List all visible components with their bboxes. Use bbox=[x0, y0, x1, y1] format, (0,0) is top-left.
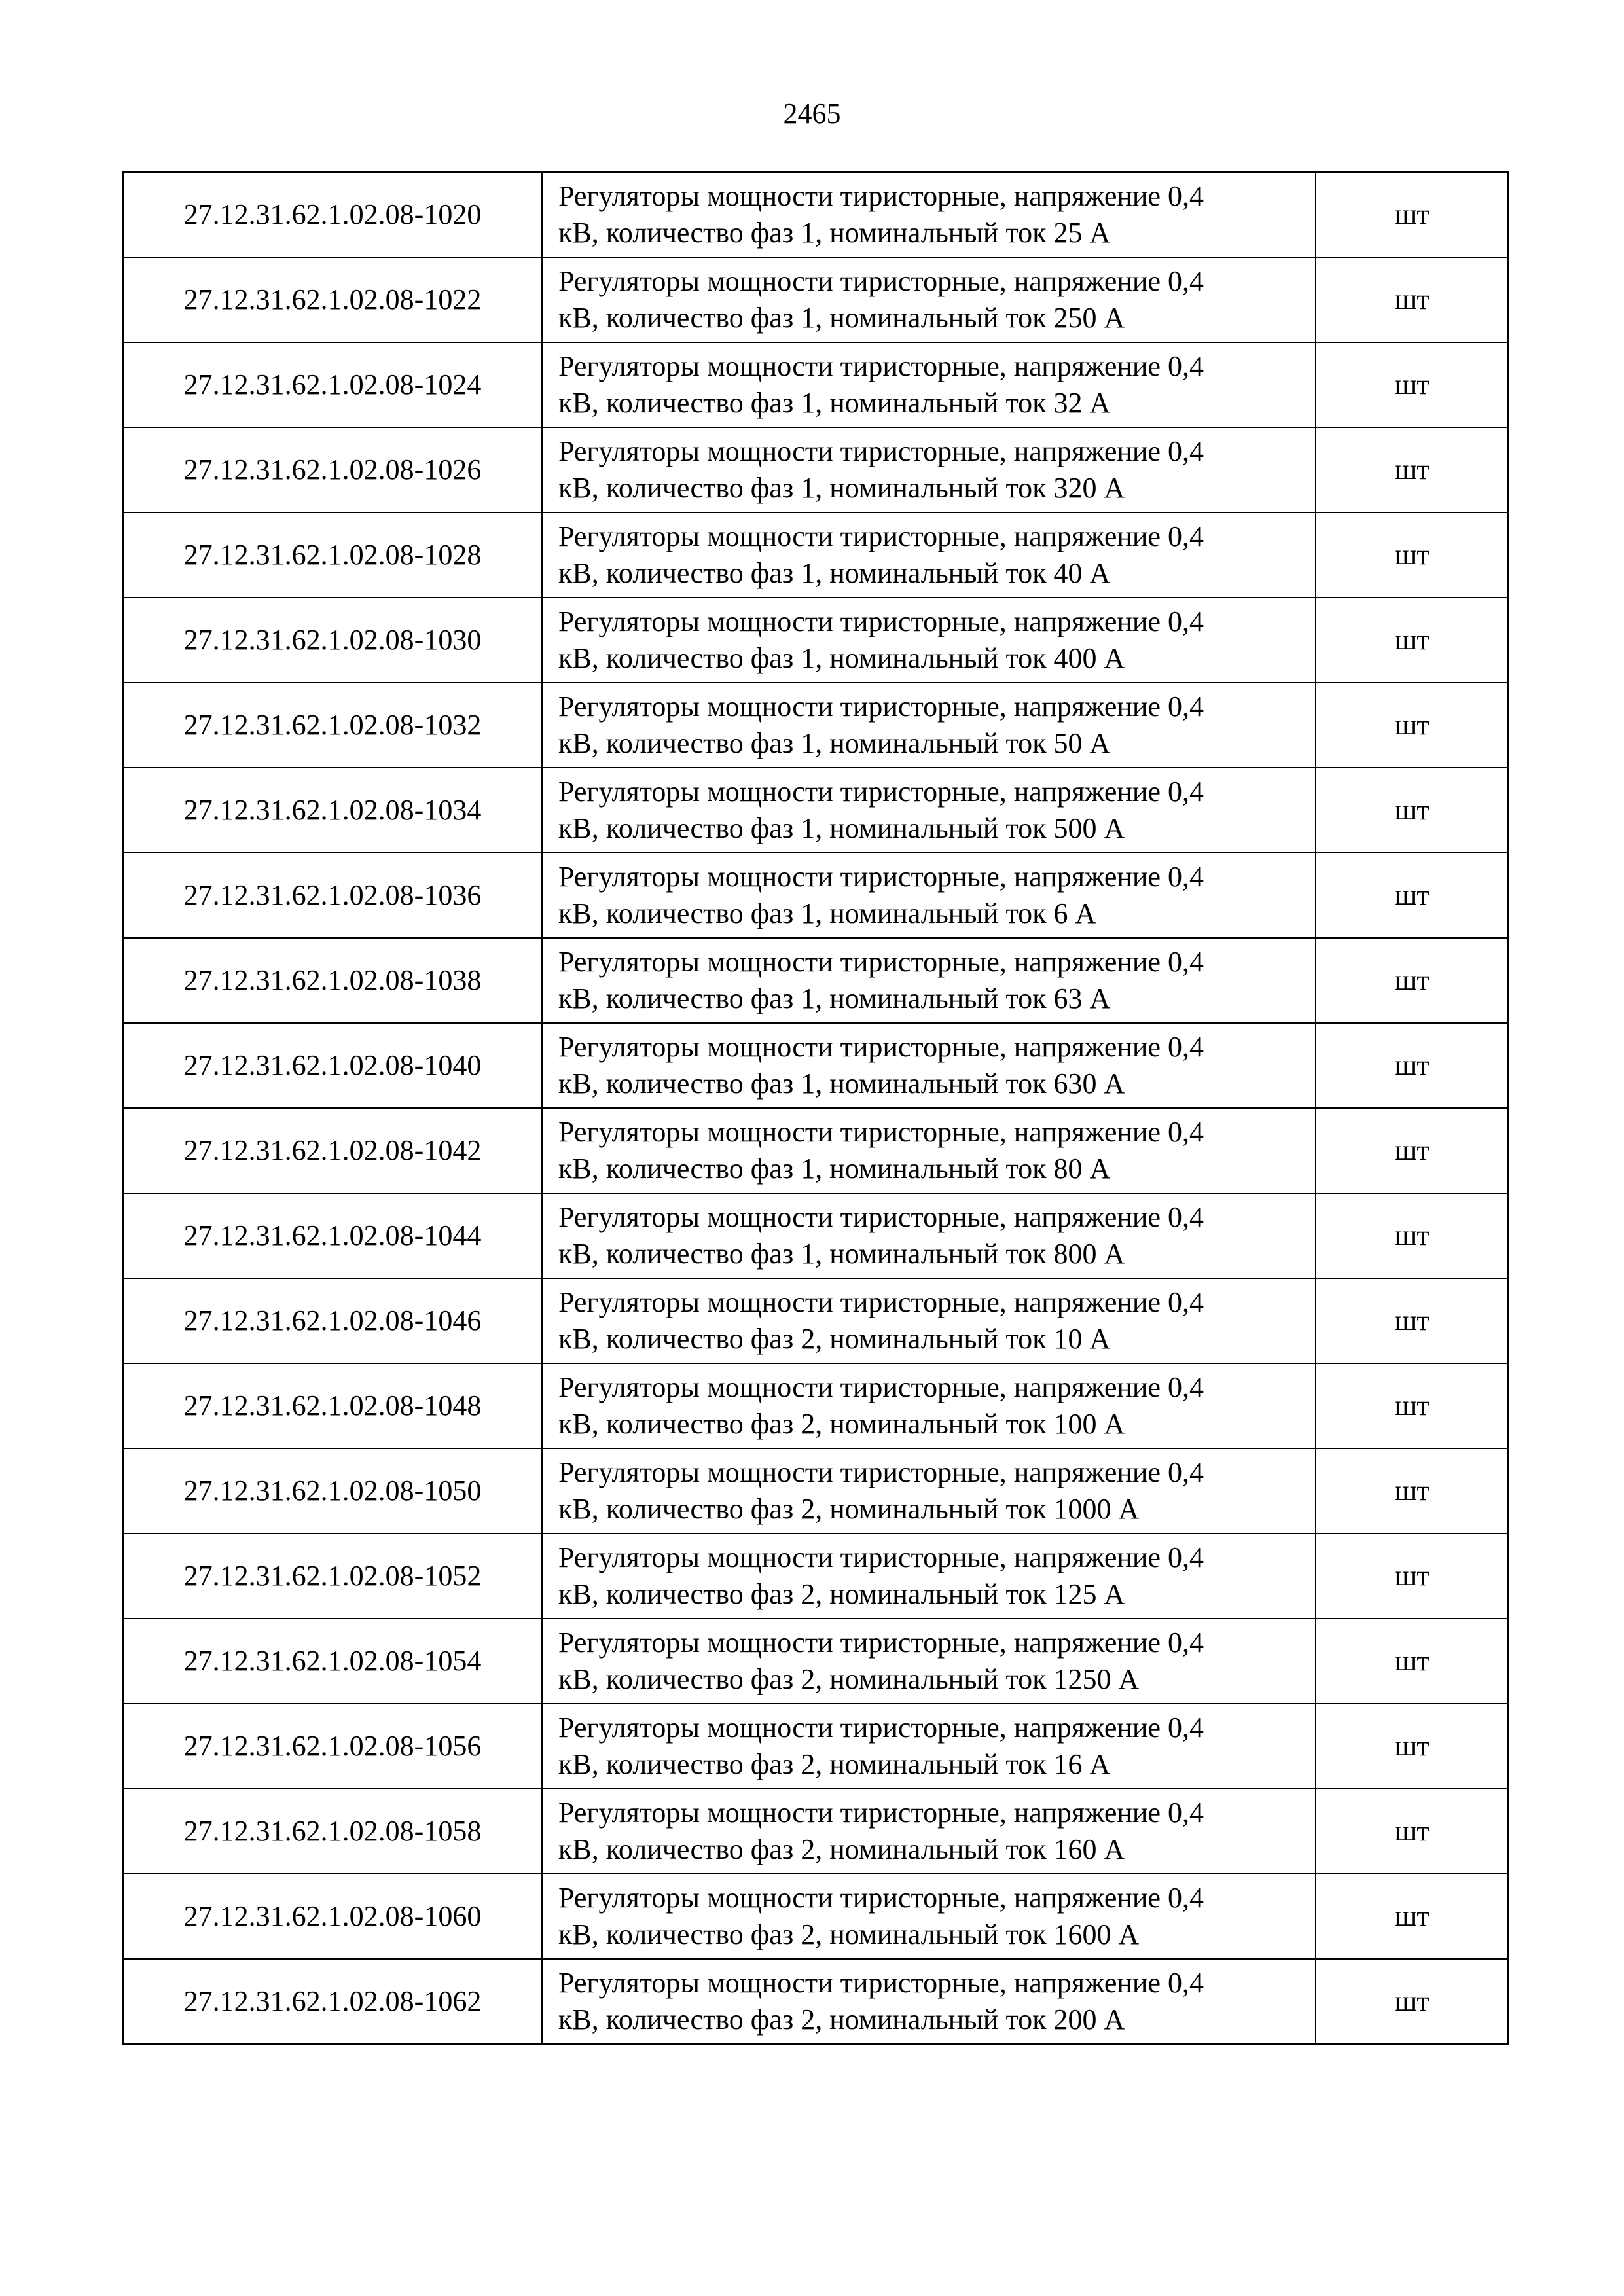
table-row bbox=[123, 512, 1508, 598]
unit-cell: шт bbox=[1316, 1789, 1508, 1874]
unit-cell: шт bbox=[1316, 853, 1508, 938]
description-line-1: Регуляторы мощности тиристорные, напряжение 0,4 bbox=[558, 1882, 1204, 1914]
table-row bbox=[123, 1108, 1508, 1193]
table-row bbox=[123, 1448, 1508, 1534]
resource-code-cell: 27.12.31.62.1.02.08-1036 bbox=[123, 853, 542, 938]
resource-description-cell bbox=[542, 853, 1316, 938]
resource-code-cell: 27.12.31.62.1.02.08-1038 bbox=[123, 938, 542, 1023]
unit-cell: шт bbox=[1316, 1619, 1508, 1704]
table-row bbox=[123, 1789, 1508, 1874]
resource-code-cell: 27.12.31.62.1.02.08-1056 bbox=[123, 1704, 542, 1789]
resource-description-cell bbox=[542, 342, 1316, 427]
unit-cell: шт bbox=[1316, 683, 1508, 768]
unit-cell: шт bbox=[1316, 768, 1508, 853]
resource-code-cell: 27.12.31.62.1.02.08-1048 bbox=[123, 1363, 542, 1448]
page-number: 2465 bbox=[783, 98, 841, 130]
description-line-2: кВ, количество фаз 1, номинальный ток 80 А bbox=[558, 1153, 1111, 1185]
resource-code-cell: 27.12.31.62.1.02.08-1040 bbox=[123, 1023, 542, 1108]
description-line-1: Регуляторы мощности тиристорные, напряжение 0,4 bbox=[558, 1456, 1204, 1488]
resource-code-cell: 27.12.31.62.1.02.08-1030 bbox=[123, 598, 542, 683]
resource-code-cell: 27.12.31.62.1.02.08-1052 bbox=[123, 1534, 542, 1619]
description-line-2: кВ, количество фаз 2, номинальный ток 1250 А bbox=[558, 1663, 1140, 1695]
unit-cell: шт bbox=[1316, 1534, 1508, 1619]
resource-code-cell: 27.12.31.62.1.02.08-1032 bbox=[123, 683, 542, 768]
description-line-1: Регуляторы мощности тиристорные, напряжение 0,4 bbox=[558, 350, 1204, 382]
resource-description-cell bbox=[542, 257, 1316, 342]
table-row bbox=[123, 1874, 1508, 1959]
resource-description-cell bbox=[542, 1959, 1316, 2044]
description-line-2: кВ, количество фаз 2, номинальный ток 1000 А bbox=[558, 1493, 1140, 1525]
resource-description-cell bbox=[542, 1704, 1316, 1789]
description-line-2: кВ, количество фаз 2, номинальный ток 160 А bbox=[558, 1833, 1125, 1865]
resource-description-cell bbox=[542, 1789, 1316, 1874]
description-line-2: кВ, количество фаз 2, номинальный ток 100 А bbox=[558, 1408, 1125, 1440]
resource-description-cell bbox=[542, 1023, 1316, 1108]
description-line-1: Регуляторы мощности тиристорные, напряжение 0,4 bbox=[558, 1797, 1204, 1829]
description-line-2: кВ, количество фаз 2, номинальный ток 125 А bbox=[558, 1578, 1125, 1610]
description-line-1: Регуляторы мощности тиристорные, напряжение 0,4 bbox=[558, 1031, 1204, 1063]
description-line-1: Регуляторы мощности тиристорные, напряжение 0,4 bbox=[558, 776, 1204, 808]
description-line-2: кВ, количество фаз 2, номинальный ток 16 А bbox=[558, 1748, 1111, 1780]
resource-code-cell: 27.12.31.62.1.02.08-1058 bbox=[123, 1789, 542, 1874]
unit-cell: шт bbox=[1316, 1874, 1508, 1959]
table-row bbox=[123, 427, 1508, 512]
resource-code-cell: 27.12.31.62.1.02.08-1060 bbox=[123, 1874, 542, 1959]
description-line-2: кВ, количество фаз 2, номинальный ток 200 А bbox=[558, 2003, 1125, 2036]
table-row bbox=[123, 1619, 1508, 1704]
description-line-2: кВ, количество фаз 2, номинальный ток 10 А bbox=[558, 1323, 1111, 1355]
unit-cell: шт bbox=[1316, 1448, 1508, 1534]
description-line-2: кВ, количество фаз 1, номинальный ток 500 А bbox=[558, 812, 1125, 844]
unit-cell: шт bbox=[1316, 172, 1508, 257]
resource-code-cell: 27.12.31.62.1.02.08-1044 bbox=[123, 1193, 542, 1278]
unit-cell: шт bbox=[1316, 512, 1508, 598]
description-line-2: кВ, количество фаз 1, номинальный ток 32 А bbox=[558, 387, 1111, 419]
unit-cell: шт bbox=[1316, 1193, 1508, 1278]
resource-code-cell: 27.12.31.62.1.02.08-1028 bbox=[123, 512, 542, 598]
description-line-1: Регуляторы мощности тиристорные, напряжение 0,4 bbox=[558, 605, 1204, 637]
resource-code-cell: 27.12.31.62.1.02.08-1020 bbox=[123, 172, 542, 257]
description-line-1: Регуляторы мощности тиристорные, напряжение 0,4 bbox=[558, 1967, 1204, 1999]
resource-description-cell bbox=[542, 683, 1316, 768]
unit-cell: шт bbox=[1316, 1959, 1508, 2044]
table-row bbox=[123, 598, 1508, 683]
unit-cell: шт bbox=[1316, 1704, 1508, 1789]
resource-description-cell bbox=[542, 598, 1316, 683]
resource-code-cell: 27.12.31.62.1.02.08-1026 bbox=[123, 427, 542, 512]
table-row bbox=[123, 1534, 1508, 1619]
table-row bbox=[123, 768, 1508, 853]
table-row bbox=[123, 1278, 1508, 1363]
resource-description-cell bbox=[542, 1278, 1316, 1363]
table-row bbox=[123, 938, 1508, 1023]
description-line-2: кВ, количество фаз 1, номинальный ток 6 А bbox=[558, 897, 1096, 929]
description-line-1: Регуляторы мощности тиристорные, напряжение 0,4 bbox=[558, 946, 1204, 978]
description-line-2: кВ, количество фаз 1, номинальный ток 400 А bbox=[558, 642, 1125, 674]
resource-code-cell: 27.12.31.62.1.02.08-1022 bbox=[123, 257, 542, 342]
resource-description-cell bbox=[542, 172, 1316, 257]
unit-cell: шт bbox=[1316, 342, 1508, 427]
resource-description-cell bbox=[542, 1363, 1316, 1448]
resource-description-cell bbox=[542, 1874, 1316, 1959]
resource-code-cell: 27.12.31.62.1.02.08-1046 bbox=[123, 1278, 542, 1363]
description-line-1: Регуляторы мощности тиристорные, напряжение 0,4 bbox=[558, 435, 1204, 467]
table-row bbox=[123, 853, 1508, 938]
unit-cell: шт bbox=[1316, 1023, 1508, 1108]
unit-cell: шт bbox=[1316, 427, 1508, 512]
unit-cell: шт bbox=[1316, 1278, 1508, 1363]
description-line-2: кВ, количество фаз 1, номинальный ток 40 А bbox=[558, 557, 1111, 589]
description-line-1: Регуляторы мощности тиристорные, напряжение 0,4 bbox=[558, 520, 1204, 552]
resource-description-cell bbox=[542, 1193, 1316, 1278]
description-line-1: Регуляторы мощности тиристорные, напряжение 0,4 bbox=[558, 1541, 1204, 1573]
table-row bbox=[123, 1704, 1508, 1789]
table-row bbox=[123, 1193, 1508, 1278]
description-line-1: Регуляторы мощности тиристорные, напряжение 0,4 bbox=[558, 1116, 1204, 1148]
resource-code-cell: 27.12.31.62.1.02.08-1054 bbox=[123, 1619, 542, 1704]
description-line-2: кВ, количество фаз 1, номинальный ток 320 А bbox=[558, 472, 1125, 504]
table-row bbox=[123, 1023, 1508, 1108]
unit-cell: шт bbox=[1316, 1363, 1508, 1448]
resource-description-cell bbox=[542, 938, 1316, 1023]
resource-code-cell: 27.12.31.62.1.02.08-1050 bbox=[123, 1448, 542, 1534]
table-row bbox=[123, 1363, 1508, 1448]
unit-cell: шт bbox=[1316, 257, 1508, 342]
resource-description-cell bbox=[542, 1108, 1316, 1193]
description-line-1: Регуляторы мощности тиристорные, напряжение 0,4 bbox=[558, 180, 1204, 212]
description-line-1: Регуляторы мощности тиристорные, напряжение 0,4 bbox=[558, 691, 1204, 723]
description-line-1: Регуляторы мощности тиристорные, напряжение 0,4 bbox=[558, 265, 1204, 297]
resource-code-cell: 27.12.31.62.1.02.08-1042 bbox=[123, 1108, 542, 1193]
description-line-1: Регуляторы мощности тиристорные, напряжение 0,4 bbox=[558, 1286, 1204, 1318]
resource-description-cell bbox=[542, 1534, 1316, 1619]
resource-description-cell bbox=[542, 1448, 1316, 1534]
table-row bbox=[123, 172, 1508, 257]
unit-cell: шт bbox=[1316, 1108, 1508, 1193]
description-line-1: Регуляторы мощности тиристорные, напряжение 0,4 bbox=[558, 1626, 1204, 1659]
description-line-1: Регуляторы мощности тиристорные, напряжение 0,4 bbox=[558, 1201, 1204, 1233]
description-line-2: кВ, количество фаз 1, номинальный ток 630 А bbox=[558, 1067, 1125, 1100]
resource-description-cell bbox=[542, 768, 1316, 853]
table-row bbox=[123, 1959, 1508, 2044]
description-line-2: кВ, количество фаз 1, номинальный ток 63 А bbox=[558, 982, 1111, 1014]
resource-description-cell bbox=[542, 427, 1316, 512]
description-line-2: кВ, количество фаз 1, номинальный ток 250 А bbox=[558, 302, 1125, 334]
catalog-table bbox=[122, 171, 1509, 2045]
table-row bbox=[123, 683, 1508, 768]
resource-code-cell: 27.12.31.62.1.02.08-1062 bbox=[123, 1959, 542, 2044]
resource-description-cell bbox=[542, 1619, 1316, 1704]
resource-code-cell: 27.12.31.62.1.02.08-1024 bbox=[123, 342, 542, 427]
resource-code-cell: 27.12.31.62.1.02.08-1034 bbox=[123, 768, 542, 853]
description-line-1: Регуляторы мощности тиристорные, напряжение 0,4 bbox=[558, 1371, 1204, 1403]
table-row bbox=[123, 342, 1508, 427]
unit-cell: шт bbox=[1316, 598, 1508, 683]
unit-cell: шт bbox=[1316, 938, 1508, 1023]
description-line-2: кВ, количество фаз 1, номинальный ток 25 А bbox=[558, 217, 1111, 249]
table-row bbox=[123, 257, 1508, 342]
table-body bbox=[123, 172, 1508, 2044]
description-line-1: Регуляторы мощности тиристорные, напряжение 0,4 bbox=[558, 861, 1204, 893]
description-line-2: кВ, количество фаз 1, номинальный ток 800 А bbox=[558, 1238, 1125, 1270]
description-line-2: кВ, количество фаз 1, номинальный ток 50 А bbox=[558, 727, 1111, 759]
resource-description-cell bbox=[542, 512, 1316, 598]
description-line-2: кВ, количество фаз 2, номинальный ток 1600 А bbox=[558, 1918, 1140, 1950]
description-line-1: Регуляторы мощности тиристорные, напряжение 0,4 bbox=[558, 1712, 1204, 1744]
